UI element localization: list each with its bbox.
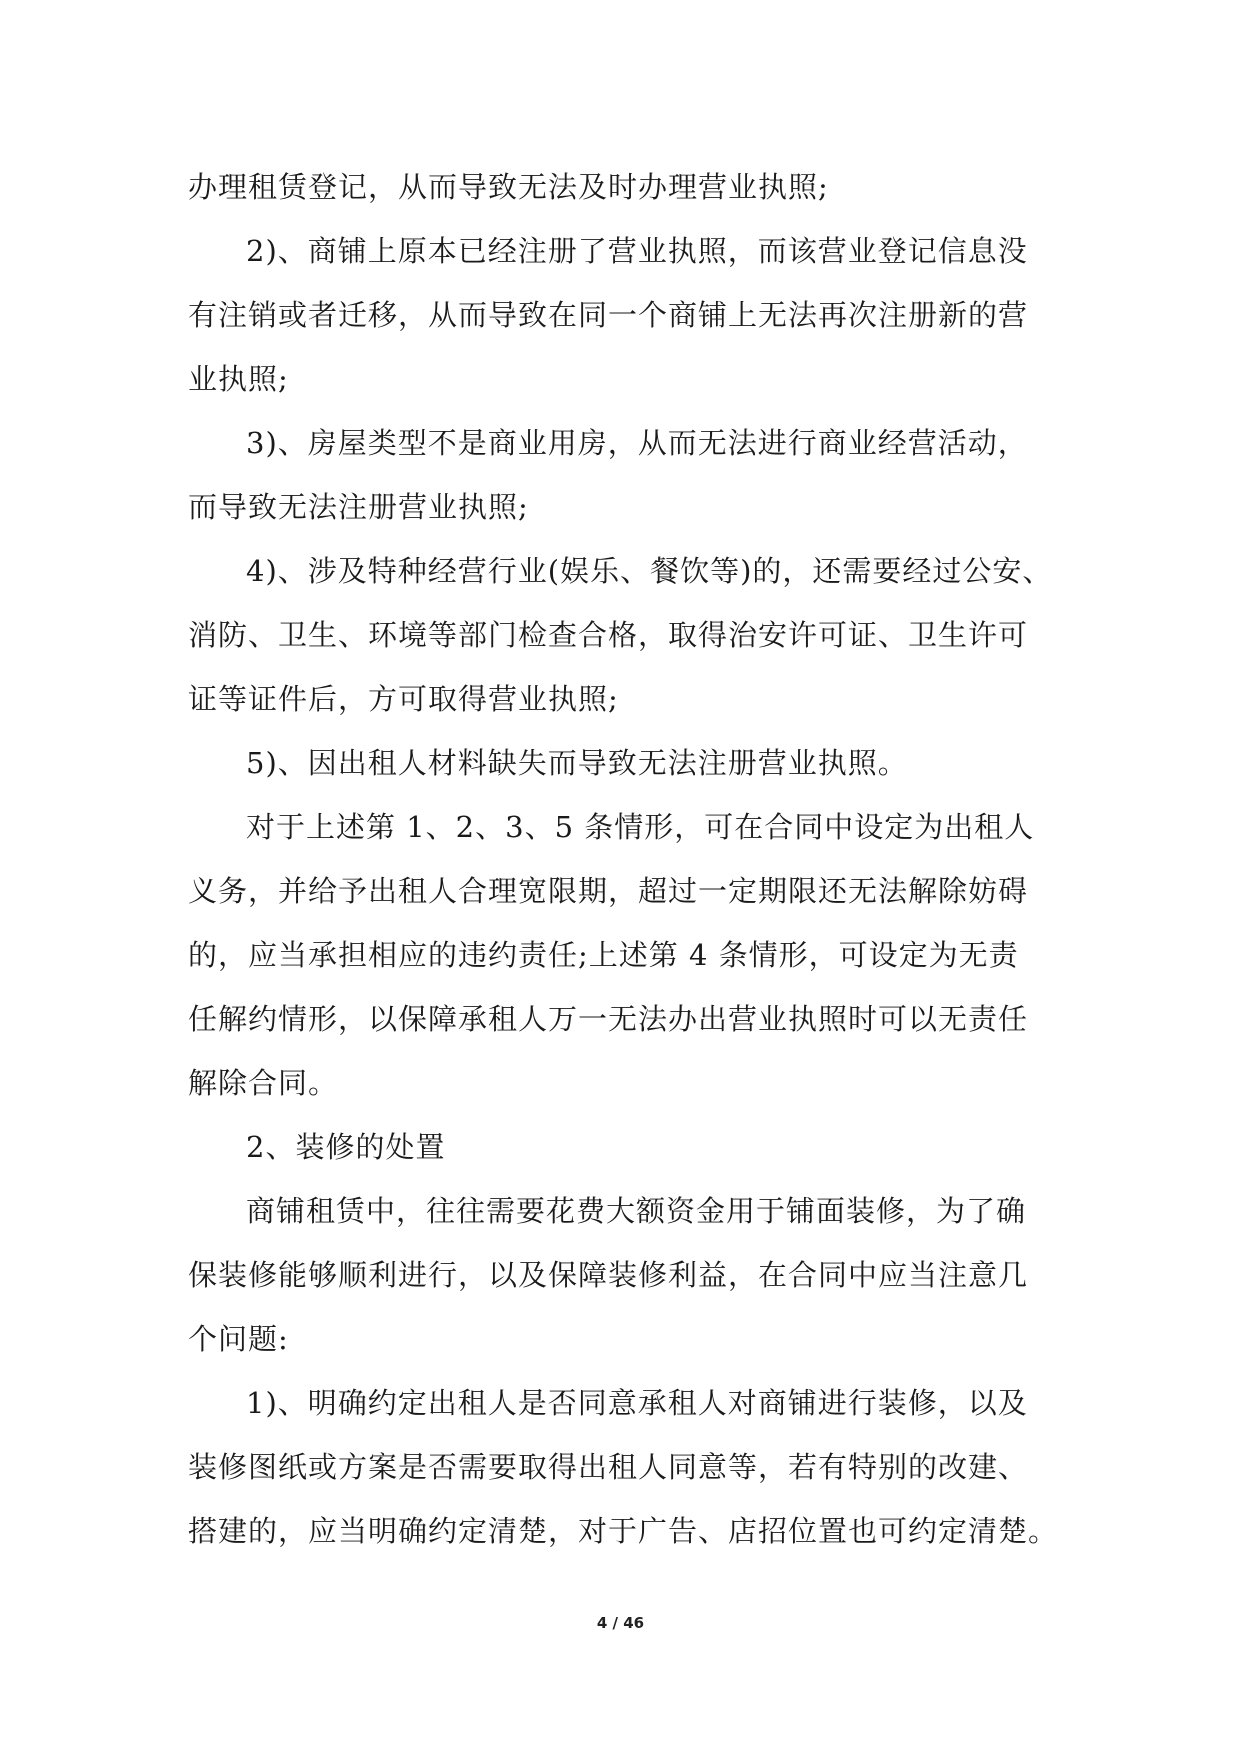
text-line: 3)、房屋类型不是商业用房，从而无法进行商业经营活动， [246,426,1028,460]
text-line: 任解约情形，以保障承租人万一无法办出营业执照时可以无责任 [188,1002,1029,1036]
text-line: 证等证件后，方可取得营业执照; [188,682,619,716]
page-number: 4 / 46 [596,1614,645,1632]
text-line: 装修图纸或方案是否需要取得出租人同意等，若有特别的改建、 [188,1450,1029,1484]
text-line: 2)、商铺上原本已经注册了营业执照，而该营业登记信息没 [246,234,1028,268]
text-line: 4)、涉及特种经营行业(娱乐、餐饮等)的，还需要经过公安、 [246,554,1053,588]
text-line: 义务，并给予出租人合理宽限期，超过一定期限还无法解除妨碍 [188,874,1029,908]
text-line: 的，应当承担相应的违约责任;上述第 4 条情形，可设定为无责 [188,938,1019,972]
text-line: 商铺租赁中，往往需要花费大额资金用于铺面装修，为了确 [246,1194,1027,1228]
text-line: 办理租赁登记，从而导致无法及时办理营业执照; [188,170,829,204]
text-line: 搭建的，应当明确约定清楚，对于广告、店招位置也可约定清楚。 [188,1514,1059,1548]
text-line: 解除合同。 [188,1066,339,1100]
text-line: 1)、明确约定出租人是否同意承租人对商铺进行装修，以及 [246,1386,1028,1420]
section-heading: 2、装修的处置 [246,1130,446,1164]
document-body [188,155,1059,1563]
text-line: 个问题: [188,1322,289,1356]
text-line: 而导致无法注册营业执照; [188,490,529,524]
text-line: 对于上述第 1、2、3、5 条情形，可在合同中设定为出租人 [246,810,1035,844]
text-line: 消防、卫生、环境等部门检查合格，取得治安许可证、卫生许可 [188,618,1029,652]
text-line: 5)、因出租人材料缺失而导致无法注册营业执照。 [246,746,908,780]
text-line: 保装修能够顺利进行，以及保障装修利益，在合同中应当注意几 [188,1258,1029,1292]
text-line: 有注销或者迁移，从而导致在同一个商铺上无法再次注册新的营 [188,298,1029,332]
text-line: 业执照; [188,362,289,396]
